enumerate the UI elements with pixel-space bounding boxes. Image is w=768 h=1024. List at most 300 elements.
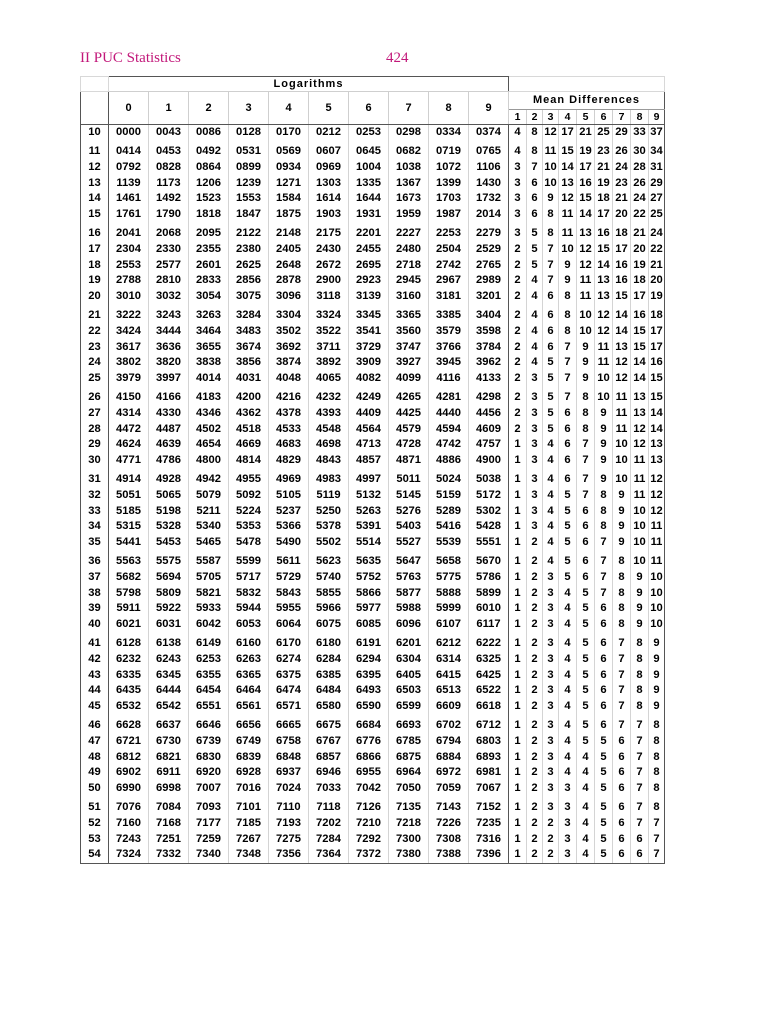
mean-difference-value: 6	[595, 667, 613, 683]
mean-difference-value: 5	[595, 765, 613, 781]
mean-difference-value: 6	[631, 847, 649, 863]
log-value: 5647	[389, 554, 429, 570]
mean-difference-value: 8	[613, 585, 631, 601]
log-value: 2553	[109, 257, 149, 273]
log-value: 6532	[109, 699, 149, 715]
mean-difference-value: 7	[613, 683, 631, 699]
log-value: 5999	[429, 601, 469, 617]
log-value: 7396	[469, 847, 509, 863]
log-value: 4533	[269, 421, 309, 437]
log-value: 4579	[389, 421, 429, 437]
log-value: 4928	[149, 472, 189, 488]
mean-difference-value: 11	[595, 355, 613, 371]
logarithm-table	[80, 76, 665, 864]
mean-difference-value: 11	[613, 390, 631, 406]
log-value: 2967	[429, 273, 469, 289]
log-value: 6571	[269, 699, 309, 715]
mean-difference-value: 8	[631, 699, 649, 715]
mean-difference-value: 27	[649, 191, 665, 207]
mean-difference-value: 16	[631, 308, 649, 324]
log-value: 3997	[149, 371, 189, 387]
mean-difference-value: 5	[577, 652, 595, 668]
mean-difference-value: 3	[543, 765, 559, 781]
log-value: 2900	[309, 273, 349, 289]
log-value: 4216	[269, 390, 309, 406]
log-value: 3054	[189, 289, 229, 305]
mean-diff-column-header: 2	[527, 110, 543, 125]
mean-difference-value: 17	[595, 207, 613, 223]
row-number: 15	[81, 207, 109, 223]
table-row	[81, 718, 665, 734]
row-number: 50	[81, 781, 109, 797]
mean-difference-value: 4	[559, 683, 577, 699]
log-value: 4133	[469, 371, 509, 387]
log-value: 6064	[269, 617, 309, 633]
mean-difference-value: 18	[631, 273, 649, 289]
table-row	[81, 601, 665, 617]
mean-difference-value: 2	[527, 585, 543, 601]
log-value: 4116	[429, 371, 469, 387]
row-number: 23	[81, 339, 109, 355]
mean-difference-value: 6	[527, 191, 543, 207]
mean-difference-value: 1	[509, 667, 527, 683]
mean-difference-value: 6	[577, 535, 595, 551]
log-value: 2504	[429, 242, 469, 258]
row-number: 12	[81, 160, 109, 176]
mean-difference-value: 4	[543, 488, 559, 504]
row-number: 52	[81, 815, 109, 831]
mean-difference-value: 1	[509, 683, 527, 699]
mean-difference-value: 7	[595, 570, 613, 586]
mean-difference-value: 8	[577, 421, 595, 437]
mean-difference-value: 3	[543, 683, 559, 699]
mean-difference-value: 13	[595, 289, 613, 305]
mean-difference-value: 10	[613, 437, 631, 453]
table-caption: Logarithms	[109, 77, 509, 92]
mean-difference-value: 5	[543, 421, 559, 437]
log-value: 5694	[149, 570, 189, 586]
mean-difference-value: 5	[595, 800, 613, 816]
mean-difference-value: 3	[509, 226, 527, 242]
log-value: 2253	[429, 226, 469, 242]
mean-difference-value: 6	[595, 718, 613, 734]
mean-difference-value: 2	[509, 421, 527, 437]
mean-difference-value: 3	[527, 371, 543, 387]
table-row	[81, 503, 665, 519]
mean-difference-value: 5	[543, 390, 559, 406]
mean-difference-value: 4	[559, 636, 577, 652]
log-value: 2765	[469, 257, 509, 273]
log-value: 5866	[349, 585, 389, 601]
mean-difference-value: 4	[559, 585, 577, 601]
log-value: 6503	[389, 683, 429, 699]
log-value: 0334	[429, 125, 469, 141]
row-number: 11	[81, 144, 109, 160]
mean-difference-value: 1	[509, 585, 527, 601]
log-value: 7084	[149, 800, 189, 816]
mean-difference-value: 9	[649, 683, 665, 699]
log-value: 1584	[269, 191, 309, 207]
mean-difference-value: 9	[631, 585, 649, 601]
mean-difference-value: 9	[649, 652, 665, 668]
log-value: 6021	[109, 617, 149, 633]
mean-difference-value: 7	[577, 437, 595, 453]
mean-difference-value: 8	[631, 667, 649, 683]
mean-difference-value: 17	[649, 339, 665, 355]
mean-difference-value: 10	[613, 472, 631, 488]
log-value: 6355	[189, 667, 229, 683]
table-row	[81, 667, 665, 683]
mean-difference-value: 4	[527, 308, 543, 324]
mean-difference-value: 14	[649, 421, 665, 437]
mean-difference-value: 7	[613, 652, 631, 668]
log-value: 6911	[149, 765, 189, 781]
mean-difference-value: 4	[543, 453, 559, 469]
mean-difference-value: 6	[613, 733, 631, 749]
mean-difference-value: 6	[543, 324, 559, 340]
mean-difference-value: 10	[631, 519, 649, 535]
log-value: 1206	[189, 175, 229, 191]
mean-difference-value: 5	[559, 570, 577, 586]
mean-difference-value: 7	[631, 765, 649, 781]
log-value: 4487	[149, 421, 189, 437]
row-number: 16	[81, 226, 109, 242]
mean-difference-value: 7	[613, 667, 631, 683]
mean-difference-value: 6	[559, 472, 577, 488]
mean-difference-value: 21	[649, 257, 665, 273]
mean-difference-value: 6	[613, 815, 631, 831]
mean-difference-value: 3	[543, 570, 559, 586]
log-value: 7324	[109, 847, 149, 863]
log-value: 4330	[149, 406, 189, 422]
log-value: 7033	[309, 781, 349, 797]
log-value: 7316	[469, 831, 509, 847]
mean-difference-value: 11	[559, 226, 577, 242]
log-value: 5888	[429, 585, 469, 601]
log-value: 6946	[309, 765, 349, 781]
mean-difference-value: 4	[559, 617, 577, 633]
mean-difference-value: 9	[595, 472, 613, 488]
mean-difference-value: 11	[649, 519, 665, 535]
mean-difference-value: 11	[649, 554, 665, 570]
mean-difference-value: 4	[577, 815, 595, 831]
log-value: 5011	[389, 472, 429, 488]
log-value: 3181	[429, 289, 469, 305]
log-value: 7348	[229, 847, 269, 863]
log-value: 0864	[189, 160, 229, 176]
log-value: 3424	[109, 324, 149, 340]
log-value: 7007	[189, 781, 229, 797]
mean-difference-value: 7	[543, 242, 559, 258]
mean-difference-value: 5	[595, 781, 613, 797]
table-row	[81, 472, 665, 488]
mean-difference-value: 6	[577, 503, 595, 519]
mean-difference-value: 4	[577, 765, 595, 781]
mean-difference-value: 12	[649, 488, 665, 504]
log-value: 0899	[229, 160, 269, 176]
table-row	[81, 144, 665, 160]
log-value: 5843	[269, 585, 309, 601]
log-value: 5539	[429, 535, 469, 551]
mean-difference-value: 4	[543, 535, 559, 551]
log-value: 6964	[389, 765, 429, 781]
log-value: 6839	[229, 749, 269, 765]
log-value: 2718	[389, 257, 429, 273]
log-value: 6830	[189, 749, 229, 765]
log-value: 6075	[309, 617, 349, 633]
log-value: 4942	[189, 472, 229, 488]
log-value: 2041	[109, 226, 149, 242]
log-value: 1492	[149, 191, 189, 207]
mean-difference-value: 7	[559, 390, 577, 406]
mean-difference-value: 1	[509, 617, 527, 633]
log-value: 4393	[309, 406, 349, 422]
log-value: 3365	[389, 308, 429, 324]
mean-difference-value: 18	[649, 308, 665, 324]
row-number: 19	[81, 273, 109, 289]
log-value: 6085	[349, 617, 389, 633]
log-value: 5132	[349, 488, 389, 504]
log-value: 0792	[109, 160, 149, 176]
mean-difference-value: 7	[527, 160, 543, 176]
log-value: 2625	[229, 257, 269, 273]
mean-difference-value: 4	[543, 437, 559, 453]
mean-difference-value: 7	[631, 800, 649, 816]
log-value: 3464	[189, 324, 229, 340]
log-value: 2923	[349, 273, 389, 289]
mean-difference-value: 21	[595, 160, 613, 176]
log-value: 6866	[349, 749, 389, 765]
log-value: 6284	[309, 652, 349, 668]
log-value: 6646	[189, 718, 229, 734]
log-value: 6721	[109, 733, 149, 749]
log-value: 5563	[109, 554, 149, 570]
table-row	[81, 160, 665, 176]
log-value: 5575	[149, 554, 189, 570]
mean-difference-value: 9	[631, 570, 649, 586]
mean-difference-value: 8	[649, 800, 665, 816]
log-value: 6222	[469, 636, 509, 652]
log-value: 0607	[309, 144, 349, 160]
log-value: 5527	[389, 535, 429, 551]
mean-difference-value: 21	[613, 191, 631, 207]
mean-difference-value: 7	[577, 488, 595, 504]
mean-difference-value: 14	[577, 207, 595, 223]
log-value: 3692	[269, 339, 309, 355]
log-value: 3201	[469, 289, 509, 305]
mean-difference-value: 16	[595, 226, 613, 242]
mean-difference-value: 6	[559, 406, 577, 422]
log-value: 5587	[189, 554, 229, 570]
row-number: 32	[81, 488, 109, 504]
log-value: 4742	[429, 437, 469, 453]
mean-difference-value: 5	[527, 242, 543, 258]
mean-difference-value: 3	[527, 488, 543, 504]
log-value: 6684	[349, 718, 389, 734]
row-number: 54	[81, 847, 109, 863]
mean-difference-value: 2	[509, 308, 527, 324]
mean-difference-value: 3	[543, 699, 559, 715]
mean-difference-value: 1	[509, 699, 527, 715]
log-value: 7118	[309, 800, 349, 816]
mean-difference-value: 10	[649, 601, 665, 617]
mean-difference-value: 11	[577, 289, 595, 305]
log-value: 3284	[229, 308, 269, 324]
mean-difference-value: 7	[595, 554, 613, 570]
log-value: 7067	[469, 781, 509, 797]
log-value: 6345	[149, 667, 189, 683]
log-value: 3560	[389, 324, 429, 340]
mean-difference-value: 7	[631, 718, 649, 734]
log-value: 6128	[109, 636, 149, 652]
log-value: 5682	[109, 570, 149, 586]
mean-difference-value: 9	[613, 535, 631, 551]
log-value: 1399	[429, 175, 469, 191]
mean-difference-value: 15	[631, 324, 649, 340]
log-value: 2068	[149, 226, 189, 242]
log-value: 4771	[109, 453, 149, 469]
log-value: 5250	[309, 503, 349, 519]
log-value: 0531	[229, 144, 269, 160]
log-value: 5465	[189, 535, 229, 551]
log-value: 4728	[389, 437, 429, 453]
log-value: 6758	[269, 733, 309, 749]
log-value: 6812	[109, 749, 149, 765]
mean-difference-value: 3	[527, 421, 543, 437]
mean-difference-value: 6	[559, 437, 577, 453]
mean-difference-value: 9	[559, 273, 577, 289]
mean-difference-value: 15	[559, 144, 577, 160]
mean-difference-value: 5	[543, 355, 559, 371]
mean-difference-value: 2	[509, 289, 527, 305]
mean-difference-value: 4	[527, 339, 543, 355]
mean-difference-value: 5	[577, 683, 595, 699]
log-value: 6180	[309, 636, 349, 652]
mean-difference-value: 7	[649, 847, 665, 863]
mean-difference-value: 9	[631, 617, 649, 633]
log-value: 5786	[469, 570, 509, 586]
mean-difference-value: 8	[595, 488, 613, 504]
log-value: 1732	[469, 191, 509, 207]
log-value: 5988	[389, 601, 429, 617]
mean-difference-value: 26	[631, 175, 649, 191]
log-value: 5403	[389, 519, 429, 535]
row-number: 25	[81, 371, 109, 387]
mean-difference-value: 10	[543, 175, 559, 191]
log-value: 2304	[109, 242, 149, 258]
mean-difference-value: 7	[631, 749, 649, 765]
mean-difference-value: 4	[577, 781, 595, 797]
log-value: 4983	[309, 472, 349, 488]
log-value: 6385	[309, 667, 349, 683]
mean-difference-value: 20	[613, 207, 631, 223]
mean-difference-value: 12	[577, 257, 595, 273]
mean-difference-value: 4	[559, 652, 577, 668]
log-value: 6693	[389, 718, 429, 734]
log-value: 5855	[309, 585, 349, 601]
mean-difference-value: 12	[577, 242, 595, 258]
table-row	[81, 617, 665, 633]
mean-difference-value: 21	[577, 125, 595, 141]
log-value: 1038	[389, 160, 429, 176]
log-value: 1644	[349, 191, 389, 207]
log-value: 2788	[109, 273, 149, 289]
log-value: 3711	[309, 339, 349, 355]
mean-difference-value: 1	[509, 781, 527, 797]
log-value: 3927	[389, 355, 429, 371]
table-row	[81, 355, 665, 371]
log-value: 6232	[109, 652, 149, 668]
mean-difference-value: 15	[577, 191, 595, 207]
mean-difference-value: 11	[595, 339, 613, 355]
log-value: 3979	[109, 371, 149, 387]
mean-difference-value: 3	[543, 601, 559, 617]
mean-difference-value: 11	[649, 535, 665, 551]
log-value: 7275	[269, 831, 309, 847]
mean-difference-value: 2	[527, 765, 543, 781]
log-value: 6580	[309, 699, 349, 715]
mean-diff-column-header: 1	[509, 110, 527, 125]
mean-difference-value: 19	[577, 144, 595, 160]
table-row	[81, 652, 665, 668]
log-value: 5198	[149, 503, 189, 519]
log-value: 3945	[429, 355, 469, 371]
log-value: 4683	[269, 437, 309, 453]
mean-difference-value: 18	[613, 226, 631, 242]
log-value: 5933	[189, 601, 229, 617]
mean-difference-value: 8	[613, 570, 631, 586]
mean-difference-value: 5	[559, 488, 577, 504]
log-value: 3483	[229, 324, 269, 340]
mean-difference-value: 5	[577, 733, 595, 749]
log-value: 5276	[389, 503, 429, 519]
row-number: 43	[81, 667, 109, 683]
mean-difference-value: 11	[577, 273, 595, 289]
mean-difference-value: 8	[613, 617, 631, 633]
log-value: 2227	[389, 226, 429, 242]
log-value: 4624	[109, 437, 149, 453]
log-value: 0934	[269, 160, 309, 176]
log-value: 5911	[109, 601, 149, 617]
log-value: 1004	[349, 160, 389, 176]
column-header: 7	[389, 92, 429, 125]
mean-diff-column-header: 8	[631, 110, 649, 125]
mean-difference-value: 14	[595, 257, 613, 273]
mean-difference-value: 3	[543, 749, 559, 765]
mean-difference-value: 4	[543, 472, 559, 488]
log-value: 6972	[429, 765, 469, 781]
mean-difference-value: 17	[649, 324, 665, 340]
mean-difference-value: 4	[543, 519, 559, 535]
log-value: 6365	[229, 667, 269, 683]
log-value: 6785	[389, 733, 429, 749]
mean-difference-value: 13	[613, 339, 631, 355]
mean-difference-value: 5	[559, 519, 577, 535]
table-row	[81, 406, 665, 422]
log-value: 4594	[429, 421, 469, 437]
mean-difference-value: 14	[613, 324, 631, 340]
log-value: 5514	[349, 535, 389, 551]
mean-difference-value: 3	[509, 160, 527, 176]
row-number: 44	[81, 683, 109, 699]
log-value: 6117	[469, 617, 509, 633]
mean-difference-value: 9	[613, 488, 631, 504]
mean-difference-value: 18	[595, 191, 613, 207]
log-value: 6675	[309, 718, 349, 734]
log-value: 2380	[229, 242, 269, 258]
mean-difference-value: 6	[595, 683, 613, 699]
log-value: 5079	[189, 488, 229, 504]
